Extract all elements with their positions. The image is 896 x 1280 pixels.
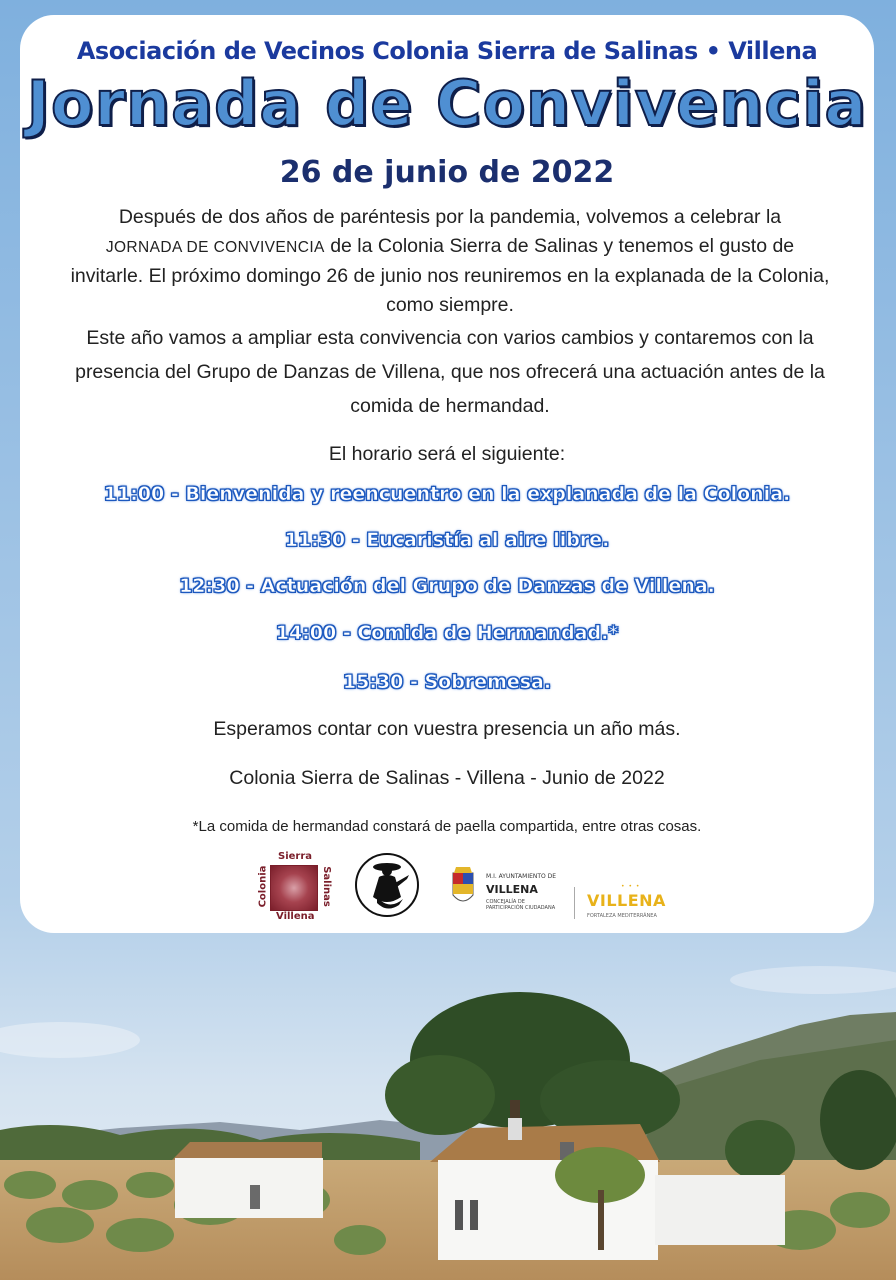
- sponsor-logos: [20, 851, 874, 921]
- signature-line: Colonia Sierra de Salinas - Villena - Junio de 2022: [229, 767, 665, 789]
- crown-dots-icon: • • •: [621, 883, 641, 890]
- ayuntamiento-sub1: CONCEJALÍA DE: [486, 899, 525, 905]
- association-name: Asociación de Vecinos Colonia Sierra de Salinas • Villena: [76, 37, 818, 65]
- schedule-intro: El horario será el siguiente:: [328, 443, 566, 465]
- intro-paragraph-1: [70, 203, 830, 319]
- villena-brand-name: VILLENA: [587, 891, 666, 910]
- logo-divider: [574, 887, 575, 919]
- ayuntamiento-logo: [448, 865, 588, 921]
- intro-rest: de la Colonia Sierra de Salinas y tenemos el gusto de invitarle. El próximo domingo 26 de junio nos reuniremos en la explanada de la Colonia, como siempre.: [70, 234, 830, 316]
- ayuntamiento-line1: M.I. AYUNTAMIENTO DE: [486, 873, 557, 880]
- colonia-logo-bottom: Villena: [276, 911, 315, 922]
- invitation-card: [20, 15, 874, 933]
- villena-brand-logo: [587, 883, 697, 923]
- intro-paragraph-2: Este año vamos a ampliar esta convivencia con varios cambios y contaremos con la presencia del Grupo de Danzas de Villena, que nos ofrecerá una actuación antes de la comida de hermandad.: [75, 327, 825, 417]
- dancer-silhouette-icon: [355, 853, 419, 917]
- ayuntamiento-name: VILLENA: [486, 883, 538, 896]
- intro-text: [70, 203, 830, 423]
- colonia-logo-top: Sierra: [278, 851, 313, 862]
- ayuntamiento-sub: [486, 899, 555, 911]
- colonia-logo: [258, 851, 330, 923]
- colonia-logo-right: Salinas: [320, 866, 332, 907]
- intro-line-1: Después de dos años de paréntesis por la pandemia, volvemos a celebrar la: [118, 206, 782, 228]
- event-date: 26 de junio de 2022: [279, 155, 615, 190]
- schedule-item: 14:00 - Comida de Hermandad.*: [275, 622, 619, 644]
- schedule-item: 11:30 - Eucaristía al aire libre.: [284, 529, 610, 551]
- colonia-logo-left: Colonia: [257, 865, 269, 908]
- ayuntamiento-sub2: PARTICIPACIÓN CIUDADANA: [486, 905, 556, 911]
- footnote: *La comida de hermandad constará de paella compartida, entre otras cosas.: [192, 818, 702, 835]
- event-title: Jornada de Convivencia: [26, 67, 868, 140]
- schedule-item: 11:00 - Bienvenida y reencuentro en la explanada de la Colonia.: [103, 483, 791, 505]
- schedule-item: 15:30 - Sobremesa.: [342, 671, 552, 693]
- colonia-logo-mark: [270, 865, 318, 911]
- intro-smallcaps: JORNADA DE CONVIVENCIA: [105, 238, 325, 256]
- coat-of-arms-icon: [448, 865, 478, 911]
- closing-line: Esperamos contar con vuestra presencia un año más.: [213, 718, 681, 740]
- villena-brand-tagline: FORTALEZA MEDITERRÁNEA: [587, 913, 657, 919]
- schedule-item: 12:30 - Actuación del Grupo de Danzas de Villena.: [179, 575, 715, 597]
